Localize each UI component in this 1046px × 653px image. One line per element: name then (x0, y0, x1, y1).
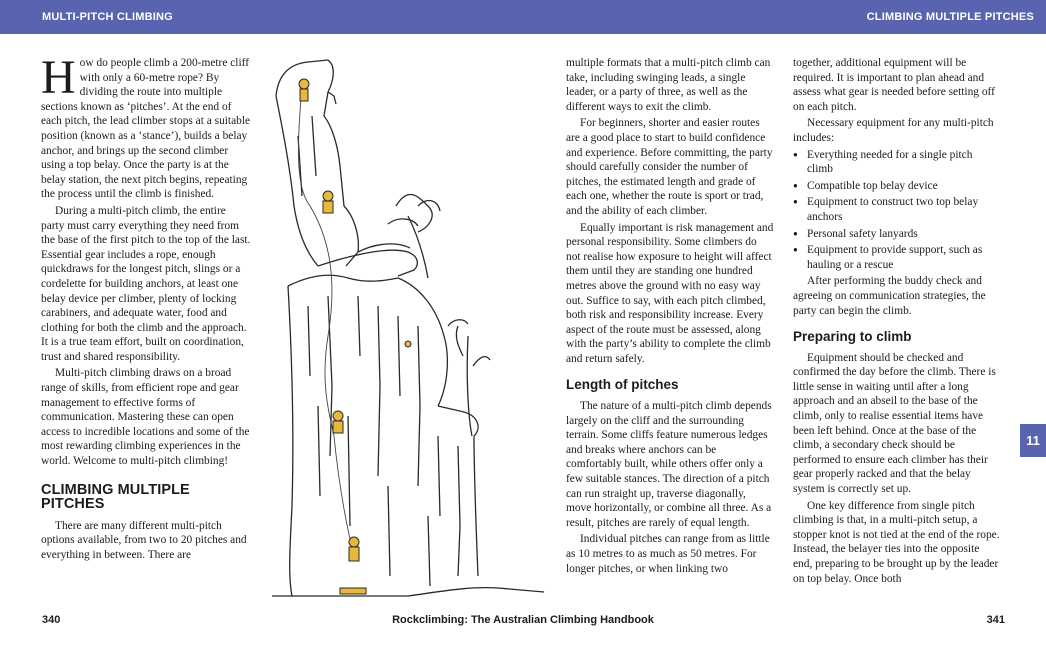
paragraph: together, additional equipment will be required. It is important to plan ahead and assess what gear is needed before setting off on each pitch. (793, 57, 995, 113)
paragraph: One key difference from single pitch climbing is that, in a multi-pitch setup, a stopper knot is not tied at the end of the rope. Instead, the belayer ties into the opposite end, preparing to be brought up by the leader on top belay. Once both (793, 499, 1000, 585)
paragraph: The nature of a multi-pitch climb depends largely on the cliff and the surrounding terrain. Some cliffs feature numerous ledges and breaks where anchors can be comfortably built, while others offer only a few suitable stances. The direction of a pitch can run straight up, traverse diagonally, move horizontally, or combine all three. As a result, pitches are rarely of equal length. (566, 400, 772, 529)
paragraph: After performing the buddy check and agreeing on communication strategies, the party can begin the climb. (793, 275, 986, 317)
list-item: ● Equipment to provide support, such as hauling or a rescue (793, 243, 1001, 272)
multi-pitch-climbing-illustration (268, 56, 548, 604)
text-column-4 (793, 56, 1001, 588)
text-column-3 (566, 56, 774, 578)
page-header-bar (0, 0, 1046, 34)
book-title-footer: Rockclimbing: The Australian Climbing Handbook (392, 614, 654, 626)
paragraph: For beginners, shorter and easier routes are a good place to start to build confidence and experience. Before committing, the party should carefully consider the number of pitches, the estimated length and grade of each one, whether the route is sport or trad, and the ability of each climber. (566, 117, 773, 217)
paragraph: Individual pitches can range from as little as 10 metres to as much as 50 metres. For longer pitches, or when linking two (566, 533, 770, 575)
list-item: ● Equipment to construct two top belay anchors (793, 195, 1001, 224)
paragraph: Necessary equipment for any multi-pitch includes: (793, 117, 994, 144)
subsection-heading: Preparing to climb (793, 329, 912, 345)
drop-cap: H (41, 51, 76, 104)
page-number-right: 341 (986, 614, 1005, 626)
running-head-left: MULTI-PITCH CLIMBING (42, 11, 173, 23)
running-head-right: CLIMBING MULTIPLE PITCHES (866, 11, 1034, 23)
paragraph: Equally important is risk management and personal responsibility. Some climbers do not realise how exposure to height will affect them until they are standing one hundred metres above the ground with no easy way out. Suffice to say, with each pitch climbed, both risk and responsibility increase. Every aspect of the route must be assessed, along with the party’s ability to complete the climb and return safely. (566, 221, 774, 365)
paragraph: Multi-pitch climbing draws on a broad range of skills, from efficient rope and gear management to effective forms of communication. Mastering these can open access to incredible locations and some of the most rewarding climbing experiences in the world. Welcome to multi-pitch climbing! (41, 367, 250, 468)
intro-paragraph (41, 51, 251, 202)
list-item: ● Compatible top belay device (793, 179, 1001, 194)
paragraph: During a multi-pitch climb, the entire party must carry everything they need from the base of the first pitch to the top of the last. Essential gear includes a rope, enough quickdraws for the longest pitch, slings or a cordelette for building anchors, at least one belay device per climber, plenty of locking carabiners, and adequate water, food and clothing for both the climb and the approach. It is a true team effort, built on coordination, trust and shared responsibility. (41, 204, 251, 363)
page-number-left: 340 (42, 614, 61, 626)
list-item: ● Everything needed for a single pitch climb (793, 148, 1001, 177)
paragraph: There are many different multi-pitch options available, from two to 20 pitches and everything in between. There are (41, 519, 247, 561)
chapter-tab: 11 (1020, 424, 1046, 457)
equipment-list (793, 148, 1001, 273)
text-column-1 (41, 51, 251, 565)
paragraph: Equipment should be checked and confirmed the day before the climb. There is little sense in waiting until after a long approach and an abseil to the base of the climb, only to realise essential items have been left behind. Once at the base of the climb, a secondary check should be performed to ensure each climber has their gear properly racked and that the belay system is correctly set up. (793, 351, 996, 496)
intro-text: ow do people climb a 200-metre cliff with only a 60-metre rope? By dividing the route into multiple sections known as ‘pitches’. At the end of each pitch, the lead climber stops at a suitable position (known as a ‘stance’), builds a belay anchor, and brings up the second climber using a top belay. Once the party is at the belay station, the next pitch begins, repeating the process until the climb is finished. (41, 57, 251, 201)
section-heading: CLIMBING MULTIPLE PITCHES (41, 481, 190, 513)
paragraph: multiple formats that a multi-pitch climb can take, including swinging leads, a single leader, or a party of three, as well as the different ways to exit the climb. (566, 57, 771, 113)
subsection-heading: Length of pitches (566, 377, 679, 393)
list-item: ● Personal safety lanyards (793, 227, 1001, 242)
